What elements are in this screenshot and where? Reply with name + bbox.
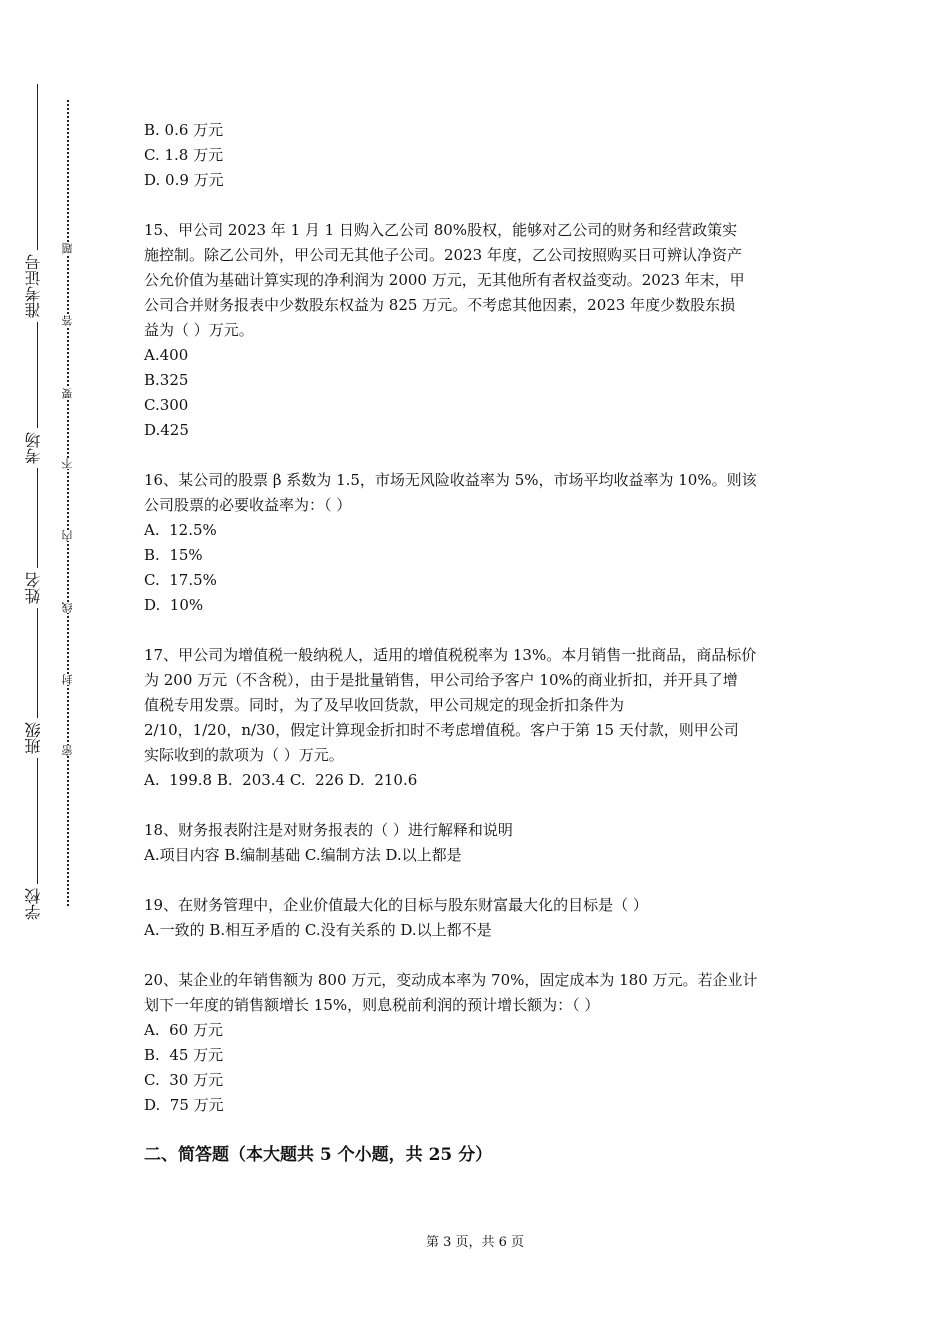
question-stem-line: 益为（ ）万元。: [144, 321, 254, 339]
option: A. 199.8 B. 203.4 C. 226 D. 210.6: [144, 771, 418, 789]
seal-char: 题: [61, 243, 74, 254]
option: D. 75 万元: [144, 1096, 224, 1114]
question-stem-line: 公允价值为基础计算实现的净利润为 2000 万元，无其他所有者权益变动。2023 年末，甲: [144, 271, 745, 289]
option: B. 45 万元: [144, 1046, 224, 1064]
exam-room-label: 考场: [24, 428, 52, 468]
option: C. 1.8 万元: [144, 146, 224, 164]
seal-char: 答: [61, 315, 74, 326]
question-stem-line: 施控制。除乙公司外，甲公司无其他子公司。2023 年度，乙公司按照购买日可辨认净资产: [144, 246, 742, 264]
question-stem-line: 19、在财务管理中，企业价值最大化的目标与股东财富最大化的目标是（ ）: [144, 896, 648, 914]
section-title: 二、简答题（本大题共 5 个小题，共 25 分）: [144, 1145, 493, 1165]
seal-char: 密: [61, 745, 74, 756]
question-18: [144, 818, 810, 868]
question-content: [144, 118, 810, 1168]
seal-char: 内: [61, 530, 74, 541]
option: A. 60 万元: [144, 1021, 223, 1039]
question-stem-line: 公司合并财务报表中少数股东权益为 825 万元。不考虑其他因素，2023 年度少数股东损: [144, 296, 736, 314]
school-label: 学校: [24, 884, 52, 924]
option: A.项目内容 B.编制基础 C.编制方法 D.以上都是: [144, 846, 462, 864]
option: A.400: [144, 346, 189, 364]
question-stem-line: 18、财务报表附注是对财务报表的（ ）进行解释和说明: [144, 821, 513, 839]
binding-dotted-line: [67, 100, 69, 906]
prev-question-options: [144, 118, 810, 193]
question-20: [144, 968, 810, 1118]
class-label: 班级: [24, 718, 52, 758]
option: C. 30 万元: [144, 1071, 224, 1089]
option: A.一致的 B.相互矛盾的 C.没有关系的 D.以上都不是: [144, 921, 492, 939]
option: D. 10%: [144, 596, 204, 614]
question-stem-line: 17、甲公司为增值税一般纳税人，适用的增值税税率为 13%。本月销售一批商品，商品标价: [144, 646, 757, 664]
exam-number-label: 准考证号: [24, 250, 52, 322]
question-stem-line: 划下一年度的销售额增长 15%，则息税前利润的预计增长额为：（ ）: [144, 996, 600, 1014]
question-stem-line: 实际收到的款项为（ ）万元。: [144, 746, 344, 764]
question-stem-line: 15、甲公司 2023 年 1 月 1 日购入乙公司 80%股权，能够对乙公司的财务和经营政策实: [144, 221, 738, 239]
option: A. 12.5%: [144, 521, 217, 539]
question-17: [144, 643, 810, 793]
binding-margin: [0, 0, 110, 1344]
question-15: [144, 218, 810, 443]
seal-char: 不: [61, 458, 74, 469]
option: B. 0.6 万元: [144, 121, 224, 139]
option: C.300: [144, 396, 189, 414]
question-stem-line: 为 200 万元（不含税），由于是批量销售，甲公司给予客户 10%的商业折扣，并开具了增: [144, 671, 738, 689]
question-stem-line: 公司股票的必要收益率为：（ ）: [144, 496, 352, 514]
option: C. 17.5%: [144, 571, 217, 589]
option: D. 0.9 万元: [144, 171, 224, 189]
page-footer: 第 3 页，共 6 页: [425, 1235, 525, 1250]
question-stem-line: 20、某企业的年销售额为 800 万元，变动成本率为 70%，固定成本为 180 万元。若企业计: [144, 971, 758, 989]
question-stem-line: 16、某公司的股票 β 系数为 1.5，市场无风险收益率为 5%，市场平均收益率为 10%。则该: [144, 471, 757, 489]
seal-char: 封: [61, 674, 74, 685]
binding-solid-line: [37, 84, 38, 922]
option: B.325: [144, 371, 189, 389]
option: D.425: [144, 421, 189, 439]
question-16: [144, 468, 810, 618]
seal-char: 线: [61, 602, 74, 613]
seal-char: 要: [61, 388, 74, 399]
name-label: 姓名: [24, 568, 52, 608]
question-19: [144, 893, 810, 943]
question-stem-line: 2/10，1/20，n/30，假定计算现金折扣时不考虑增值税。客户于第 15 天付款，则甲公司: [144, 721, 739, 739]
option: B. 15%: [144, 546, 203, 564]
question-stem-line: 值税专用发票。同时，为了及早收回货款，甲公司规定的现金折扣条件为: [144, 696, 625, 714]
